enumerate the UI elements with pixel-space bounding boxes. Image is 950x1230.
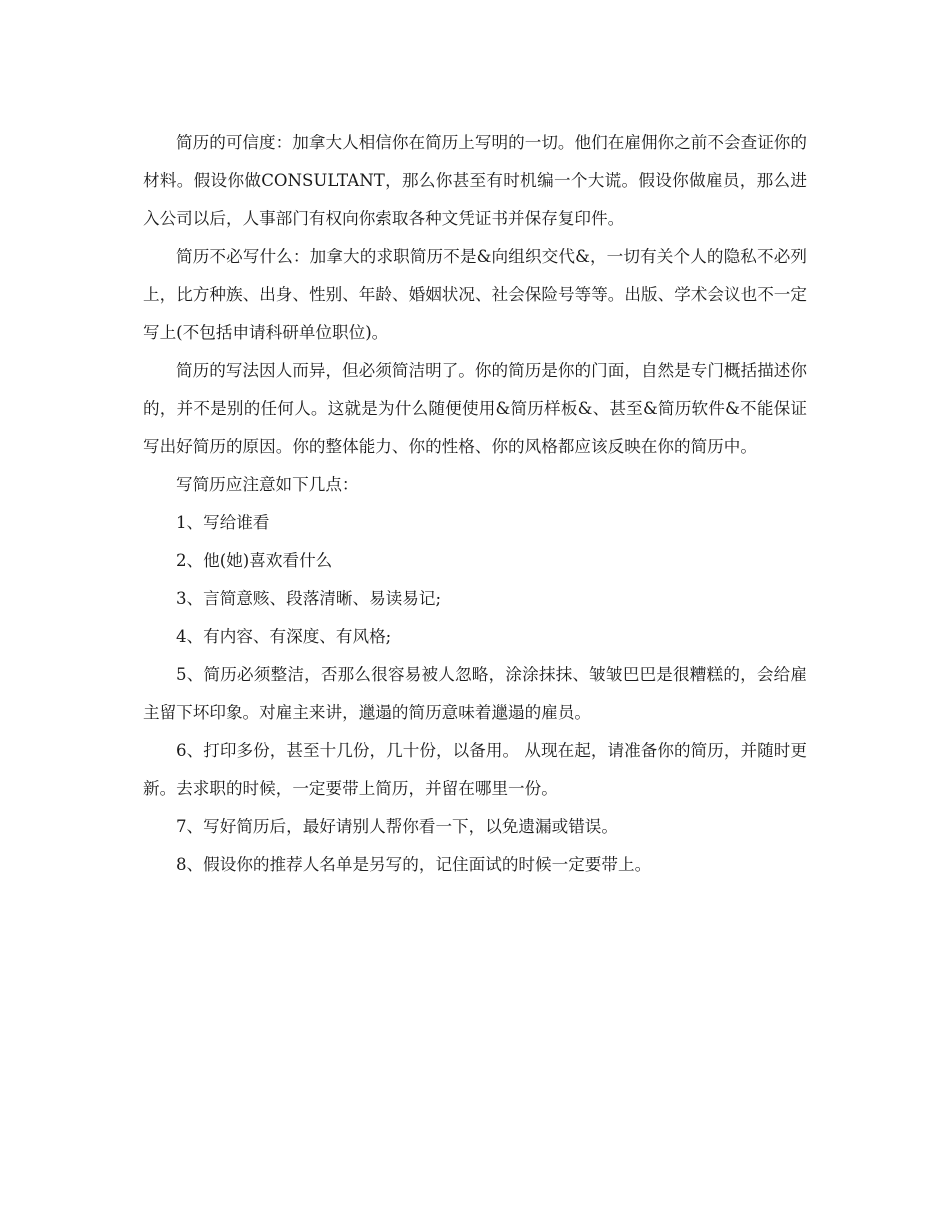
document-body bbox=[143, 124, 807, 884]
list-item: 6、打印多份，甚至十几份，几十份，以备用。 从现在起，请准备你的简历，并随时更新。去求职的时候，一定要带上简历，并留在哪里一份。 bbox=[143, 741, 807, 798]
paragraph-what-not-to-write: 简历不必写什么：加拿大的求职简历不是&向组织交代&，一切有关个人的隐私不必列上，比方种族、出身、性别、年龄、婚姻状况、社会保险号等等。出版、学术会议也不一定写上(不包括申请科研单位职位)。 bbox=[143, 247, 807, 342]
list-item: 7、写好简历后，最好请别人帮你看一下，以免遗漏或错误。 bbox=[176, 817, 618, 836]
list-item: 3、言简意赅、段落清晰、易读易记; bbox=[176, 589, 442, 608]
list-item: 5、简历必须整洁，否那么很容易被人忽略，涂涂抹抹、皱皱巴巴是很糟糕的，会给雇主留下坏印象。对雇主来讲，邋遢的简历意味着邋遢的雇员。 bbox=[143, 665, 807, 722]
paragraph-writing-style: 简历的写法因人而异，但必须简洁明了。你的简历是你的门面，自然是专门概括描述你的，并不是别的任何人。这就是为什么随便使用&简历样板&、甚至&简历软件&不能保证写出好简历的原因。你的整体能力、你的性格、你的风格都应该反映在你的简历中。 bbox=[143, 361, 807, 456]
paragraph-credibility: 简历的可信度：加拿大人相信你在简历上写明的一切。他们在雇佣你之前不会查证你的材料。假设你做CONSULTANT，那么你甚至有时机编一个大谎。假设你做雇员，那么进入公司以后，人事部门有权向你索取各种文凭证书并保存复印件。 bbox=[143, 133, 807, 228]
list-item: 2、他(她)喜欢看什么 bbox=[176, 551, 333, 570]
list-item: 8、假设你的推荐人名单是另写的，记住面试的时候一定要带上。 bbox=[176, 855, 652, 874]
list-intro: 写简历应注意如下几点： bbox=[176, 475, 359, 494]
list-item: 4、有内容、有深度、有风格; bbox=[176, 627, 392, 646]
list-item: 1、写给谁看 bbox=[176, 513, 270, 532]
